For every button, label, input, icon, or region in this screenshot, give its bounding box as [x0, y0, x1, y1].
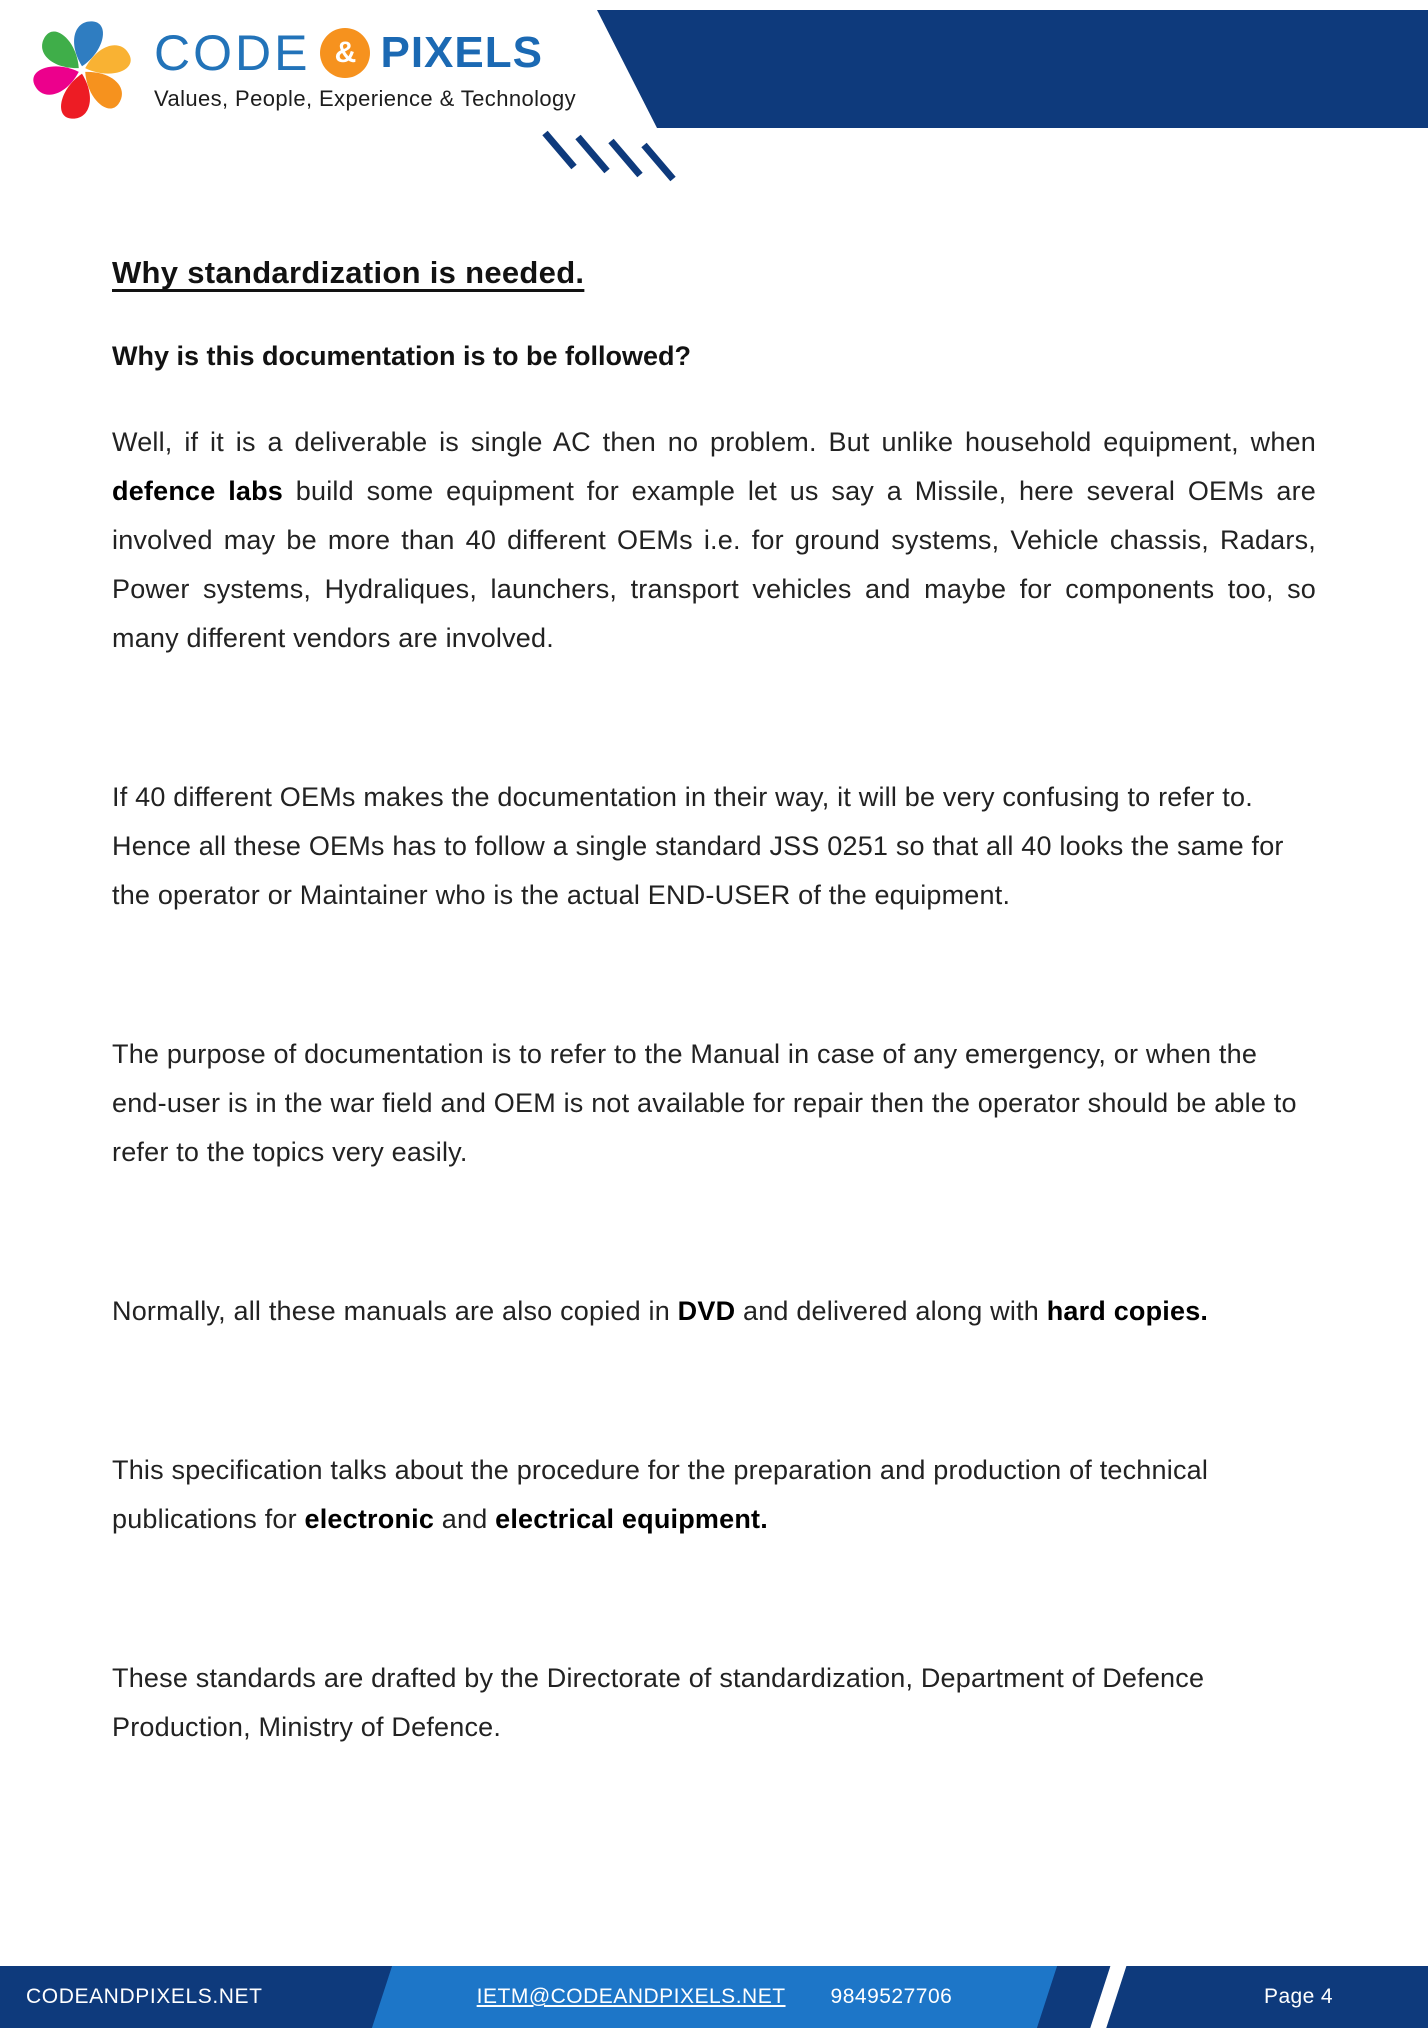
document-subtitle: Why is this documentation is to be followed?: [112, 341, 692, 371]
paragraph-bold-segment: electronic: [304, 1504, 435, 1534]
footer-page-number: Page 4: [1264, 1985, 1333, 2008]
brand-ampersand-badge: [320, 28, 370, 78]
paragraph: [112, 418, 1316, 663]
footer-contact-band: [372, 1966, 1057, 2028]
paragraph: [112, 1287, 1316, 1336]
paragraph-bold-segment: defence labs: [112, 476, 284, 506]
code-pixels-logo: [26, 14, 576, 126]
document-paragraphs: [112, 418, 1316, 1752]
paragraph-text-segment: These standards are drafted by the Directorate of standardization, Department of Defence Production, Ministry of Defence.: [112, 1663, 1205, 1742]
paragraph-text-segment: build some equipment for example let us say a Missile, here several OEMs are involved may be more than 40 different OEMs i.e. for ground systems, Vehicle chassis, Radars, Power systems, Hydraliques, launchers, transport vehicles and maybe for components too, so many different vendors are involved.: [112, 476, 1316, 653]
paragraph-bold-segment: DVD: [677, 1296, 736, 1326]
paragraph-text-segment: This specification talks about the procedure for the preparation and production of technical publications for: [112, 1455, 1209, 1534]
paragraph-text-segment: and delivered along with: [735, 1296, 1047, 1326]
document-title: Why standardization is needed.: [112, 255, 585, 290]
paragraph-text-segment: Well, if it is a deliverable is single AC then no problem. But unlike household equipment, when: [112, 427, 1316, 457]
footer-email-link[interactable]: IETM@CODEANDPIXELS.NET: [476, 1985, 786, 2008]
paragraph-text-segment: If 40 different OEMs makes the documentation in their way, it will be very confusing to refer to. Hence all these OEMs has to follow a single standard JSS 0251 so that all 40 looks the same for the operator or Maintainer who is the actual END-USER of the equipment.: [112, 782, 1284, 910]
paragraph-bold-segment: electrical equipment.: [495, 1504, 768, 1534]
page-header: [0, 0, 1428, 185]
paragraph-text-segment: and: [434, 1504, 496, 1534]
footer-phone-number: 9849527706: [830, 1985, 953, 2008]
paragraph: [112, 1654, 1316, 1752]
brand-tagline: Values, People, Experience & Technology: [154, 86, 577, 111]
paragraph: [112, 773, 1316, 920]
brand-text-block: [154, 14, 576, 112]
footer-diagonal-divider: [1088, 1961, 1128, 2028]
brand-name-code: CODE: [154, 25, 311, 81]
paragraph-text-segment: The purpose of documentation is to refer to the Manual in case of any emergency, or when the end-user is in the war field and OEM is not available for repair then the operator should be able to refer to the topics very easily.: [112, 1039, 1297, 1167]
paragraph: [112, 1446, 1316, 1544]
paragraph-text-segment: Normally, all these manuals are also copied in: [112, 1296, 678, 1326]
footer-website-label: CODEANDPIXELS.NET: [26, 1985, 263, 2008]
brand-ampersand: &: [334, 36, 357, 69]
pinwheel-logo-icon: [26, 14, 138, 126]
page-footer: [0, 1966, 1428, 2028]
paragraph: [112, 1030, 1316, 1177]
document-body: [0, 185, 1428, 1752]
brand-name-pixels: PIXELS: [380, 28, 543, 77]
paragraph-bold-segment: hard copies.: [1046, 1296, 1209, 1326]
